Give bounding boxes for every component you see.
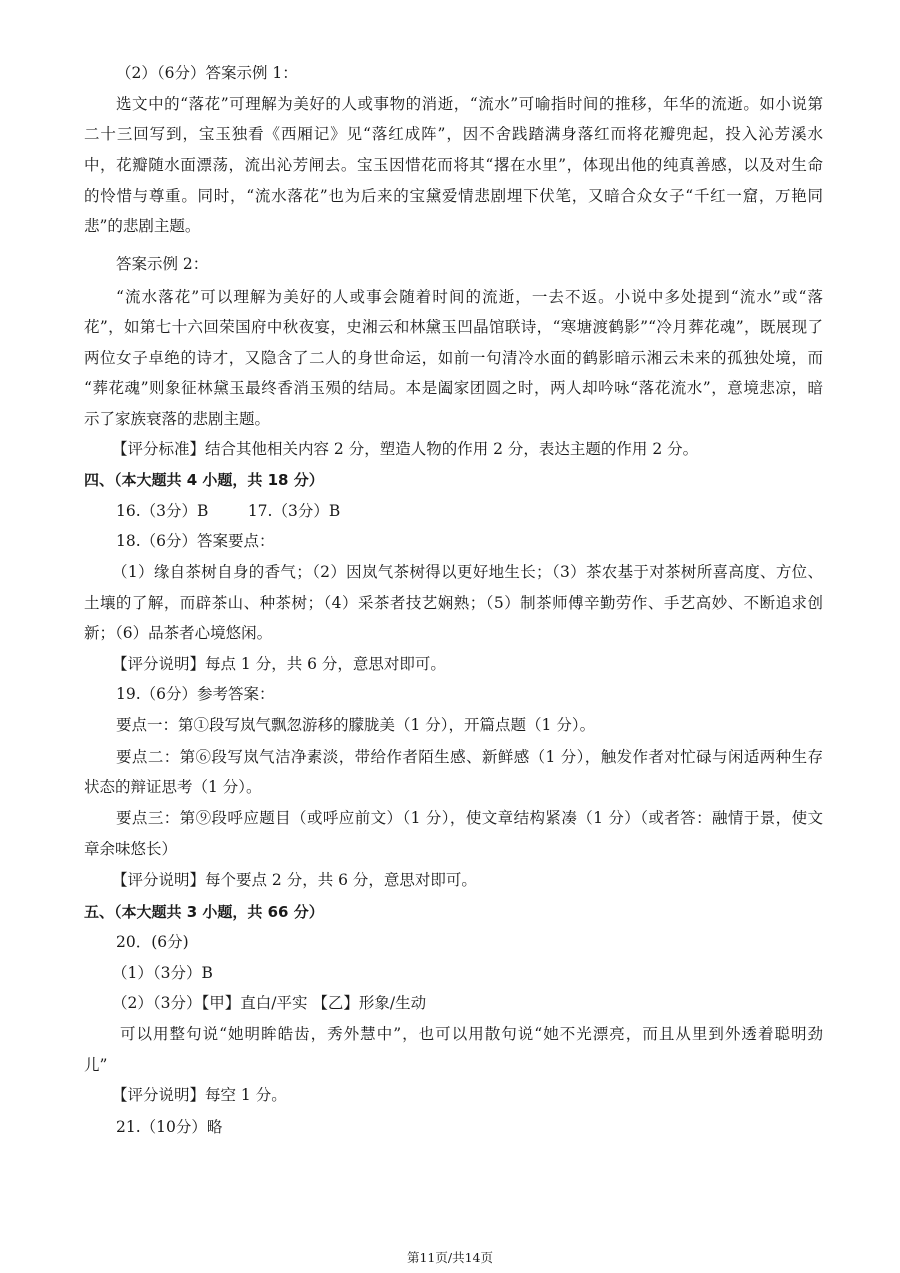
text-line: 【评分说明】每点 1 分，共 6 分，意思对即可。 [112,655,446,673]
text-line: （2）（6分）答案示例 1： [116,64,298,82]
text-line: （1）（3分）B [112,964,213,982]
text-line: （1）缘自茶树自身的香气；（2）因岚气茶树得以更好地生长；（3）茶农基于对茶树所喜高度、方位、 [112,563,823,581]
text-line: 【评分标准】结合其他相关内容 2 分，塑造人物的作用 2 分，表达主题的作用 2 分。 [112,440,699,458]
text-line: 19.（6分）参考答案： [116,685,275,703]
text-line: 二十三回写到，宝玉独看《西厢记》见“落红成阵”，因不舍践踏满身落红而将花瓣兜起，投入沁芳溪水 [84,125,823,143]
text-line: 土壤的了解，而辟茶山、种茶树；（4）采茶者技艺娴熟；（5）制茶师傅辛勤劳作、手艺高妙、不断追求创 [84,594,823,612]
text-line: 18.（6分）答案要点： [116,532,275,550]
text-line: 可以用整句说“她明眸皓齿，秀外慧中”，也可以用散句说“她不光漂亮，而且从里到外透着聪明劲 [120,1025,823,1043]
text-line: 示了家族衰落的悲剧主题。 [84,410,271,428]
text-line: 要点一：第①段写岚气飘忽游移的朦胧美（1 分），开篇点题（1 分）。 [116,716,596,734]
text-line: 选文中的“落花”可理解为美好的人或事物的消逝，“流水”可喻指时间的推移，年华的流逝。如小说第 [116,95,823,113]
text-line: 悲”的悲剧主题。 [84,217,201,235]
text-line: 儿” [84,1056,108,1074]
text-line: 20．(6分) [116,933,189,951]
text-line: 答案示例 2： [116,255,209,273]
page-number: 第11页/共14页 [406,1250,494,1265]
text-line: 中，花瓣随水面漂荡，流出沁芳闸去。宝玉因惜花而将其“撂在水里”，体现出他的纯真善感，以及对生命 [84,156,823,174]
text-line: “葬花魂”则象征林黛玉最终香消玉殒的结局。本是阖家团圆之时，两人却吟咏“落花流水”，意境悲凉，暗 [84,379,823,397]
section-heading: 五、（本大题共 3 小题，共 66 分） [84,903,324,921]
text-line: 【评分说明】每个要点 2 分，共 6 分，意思对即可。 [112,871,477,889]
text-line: 章余味悠长） [84,840,178,858]
text-line: “流水落花”可以理解为美好的人或事会随着时间的流逝，一去不返。小说中多处提到“流水”或“落 [116,288,823,306]
text-line: 要点二：第⑥段写岚气洁净素淡，带给作者陌生感、新鲜感（1 分），触发作者对忙碌与闲适两种生存 [116,748,823,766]
text-line: 16.（3分）B 17.（3分）B [116,502,341,520]
text-line: 要点三：第⑨段呼应题目（或呼应前文）（1 分），使文章结构紧凑（1 分）（或者答：融情于景，使文 [116,809,823,827]
text-line: 两位女子卓绝的诗才，又隐含了二人的身世命运，如前一句清冷水面的鹤影暗示湘云未来的孤独处境，而 [84,349,823,367]
text-line: 21.（10分）略 [116,1118,223,1136]
text-line: 新；（6）品茶者心境悠闲。 [84,624,273,642]
text-line: 的怜惜与尊重。同时，“流水落花”也为后来的宝黛爱情悲剧埋下伏笔，又暗合众女子“千红一窟，万艳同 [84,187,823,205]
section-heading: 四、（本大题共 4 小题，共 18 分） [84,471,324,489]
text-line: 花”，如第七十六回荣国府中秋夜宴，史湘云和林黛玉凹晶馆联诗，“寒塘渡鹤影”“冷月葬花魂”，既展现了 [84,318,823,336]
text-line: 【评分说明】每空 1 分。 [112,1086,287,1104]
text-line: 状态的辩证思考（1 分）。 [84,778,262,796]
text-line: （2）（3分）【甲】直白/平实 【乙】形象/生动 [112,994,427,1012]
